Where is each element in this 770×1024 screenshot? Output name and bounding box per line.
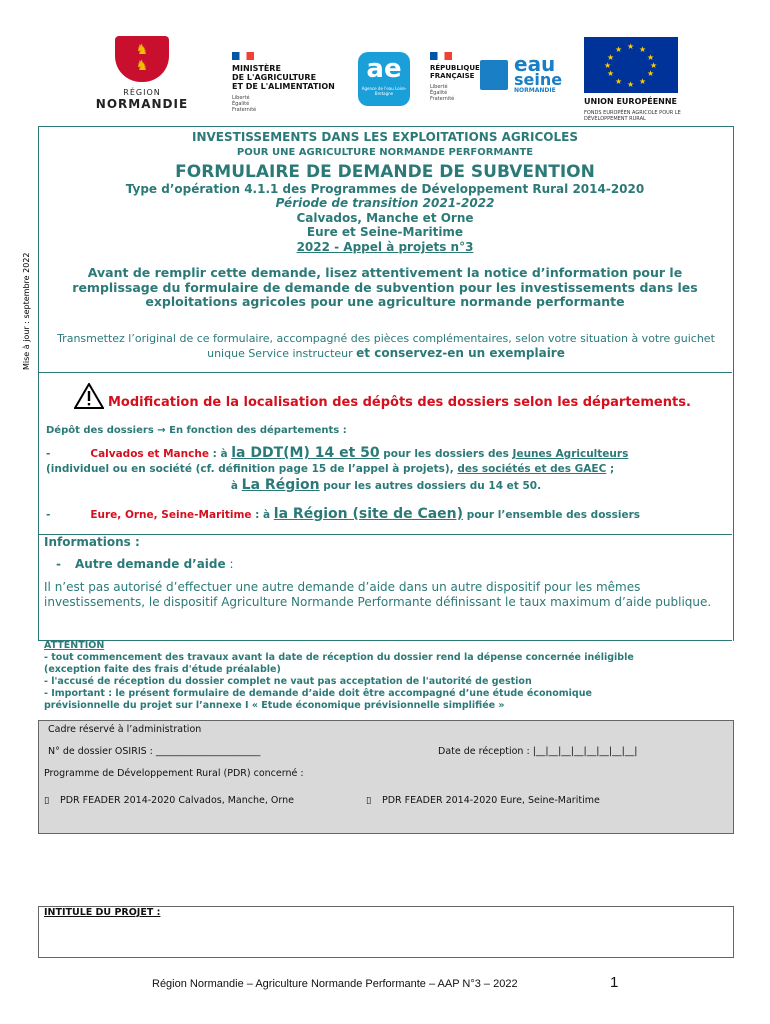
marianne-flag-icon [232,52,254,60]
text: : à [251,509,274,521]
header-line2: POUR UNE AGRICULTURE NORMANDE PERFORMANTE [236,147,534,158]
eau-seine-normandie-logo [480,52,563,96]
checkbox-icon[interactable]: ▯ [366,795,372,806]
text: pour l’ensemble des dossiers [463,509,641,521]
option-label: PDR FEADER 2014-2020 Calvados, Manche, Orne [60,795,294,806]
divider [38,534,732,535]
warning-icon [74,383,104,409]
ministere-logo: MINISTÈRE DE L'AGRICULTURE ET DE L'ALIMENTATION Liberté Égalité Fraternité [232,52,342,113]
text: à [230,480,242,492]
logo-text: ET DE L'ALIMENTATION [232,82,335,91]
region-normandie-logo [92,36,192,116]
instructions-notice: Avant de remplir cette demande, lisez attentivement la notice d’information pour le remplissage du formulaire de demande de subvention pour les investissements dans les exploitations agricoles pour une agriculture normande performante [72,265,698,309]
text: pour les autres dossiers du 14 et 50. [319,480,542,492]
logo-text: DE L'AGRICULTURE [232,73,317,82]
marianne-flag-icon [430,52,452,60]
text: (individuel ou en société (cf. définition page 15 de l’appel à projets), [46,463,458,475]
logo-text: NORMANDIE [514,87,556,94]
logo-text: seine [514,70,563,89]
page-number: 1 [610,974,619,991]
dept-name: Calvados et Manche [90,448,209,460]
lions-shield-icon: ♞ ♞ [115,36,169,82]
divider [38,372,732,373]
call-for-projects: 2022 - Appel à projets n°3 [296,240,474,254]
republique-logo: RÉPUBLIQUE FRANÇAISE Liberté Égalité Fraternité [430,52,490,102]
departments-2: Eure et Seine-Maritime [306,225,464,239]
attention-title: ATTENTION [44,640,105,651]
autre-label: Autre demande d’aide [74,557,226,571]
project-title-label: INTITULE DU PROJET : [44,907,161,918]
transmit-instructions [44,332,728,361]
form-title: FORMULAIRE DE DEMANDE DE SUBVENTION [175,162,595,182]
logo-text: FRANÇAISE [430,72,475,80]
transition-period: Période de transition 2021-2022 [275,196,495,210]
logo-text: RÉPUBLIQUE [430,64,480,72]
logo-mark: ae [366,54,402,84]
logo-text: Agence de l'eau Loire-Bretagne [361,86,407,96]
ddtm-target: la DDT(M) 14 et 50 [231,445,380,461]
jeunes-agriculteurs: Jeunes Agriculteurs [512,448,629,460]
calvados-manche-rule [46,446,726,477]
water-icon [480,60,508,90]
logo-text: RÉGION [123,88,161,97]
eu-fund: FONDS EUROPÉEN AGRICOLE POUR LE DÉVELOPPEMENT RURAL [584,110,681,122]
informations-heading: Informations : [44,535,140,549]
checkbox-icon[interactable]: ▯ [44,795,50,806]
page-footer: Région Normandie – Agriculture Normande Performante – AAP N°3 – 2022 [152,978,518,990]
attention-block [44,640,728,712]
attention-line: - tout commencement des travaux avant la date de réception du dossier rend la dépense concernée inéligible [44,652,634,663]
depot-heading: Dépôt des dossiers → En fonction des départements : [46,425,347,436]
autre-demande-heading [56,557,234,571]
transmit-text: Transmettez l’original de ce formulaire, accompagné des pièces complémentaires, selon votre situation à votre guichet unique Service instructeur [57,332,715,360]
pdr-option-calvados[interactable] [44,795,294,806]
transmit-bold: et conservez-en un exemplaire [356,346,565,360]
admin-reserved-label: Cadre réservé à l’administration [48,724,202,735]
region-caen-target: la Région (site de Caen) [273,506,464,522]
societes-gaec: des sociétés et des GAEC [457,463,607,475]
departments-1: Calvados, Manche et Orne [296,211,474,225]
update-date-note: Mise à jour : septembre 2022 [22,252,31,370]
osiris-number-field[interactable]: N° de dossier OSIRIS : ______________________ [48,746,261,757]
region-rule [46,477,726,493]
attention-line: prévisionnelle du projet sur l’annexe I « Etude économique prévisionnelle simplifiée » [44,700,505,711]
pdr-label: Programme de Développement Rural (PDR) concerné : [44,768,304,779]
eu-flag-icon: ★ ★ ★ ★ ★ ★ ★ ★ ★ ★ ★ ★ [584,37,678,93]
logo-text: MINISTÈRE [232,64,281,73]
eu-name: UNION EUROPÉENNE [584,97,678,106]
header-line1: INVESTISSEMENTS DANS LES EXPLOITATIONS AGRICOLES [192,130,578,144]
logo-text: eau [514,52,556,76]
attention-line: (exception faite des frais d'étude préalable) [44,664,281,675]
dash: - [46,448,51,460]
option-label: PDR FEADER 2014-2020 Eure, Seine-Maritime [382,795,600,806]
attention-line: - l'accusé de réception du dossier complet ne vaut pas acceptation de l'autorité de gestion [44,676,532,687]
reception-date-field[interactable]: Date de réception : |__|__|__|__|__|__|__|__| [438,746,638,757]
dash: - [56,557,61,571]
dept-name: Eure, Orne, Seine-Maritime [90,509,252,521]
autre-demande-paragraph: Il n’est pas autorisé d’effectuer une autre demande d’aide dans un autre dispositif pour les mêmes investissements, le dispositif Agriculture Normande Performante définissant le taux maximum d’aide publique. [44,580,712,609]
text: : [225,557,234,571]
region-target: La Région [241,477,320,493]
dash: - [46,509,51,521]
logo-text: NORMANDIE [95,97,189,111]
pdr-option-eure[interactable] [366,795,600,806]
text: pour les dossiers des [379,448,513,460]
text: : à [208,448,232,460]
operation-type: Type d’opération 4.1.1 des Programmes de Développement Rural 2014-2020 [125,182,645,196]
attention-line: - Important : le présent formulaire de demande d’aide doit être accompagné d’une étude économique [44,688,592,699]
text: ; [606,463,615,475]
agence-eau-logo [358,52,410,106]
eure-orne-rule [46,506,726,522]
modification-notice: Modification de la localisation des dépôts des dossiers selon les départements. [108,395,691,410]
